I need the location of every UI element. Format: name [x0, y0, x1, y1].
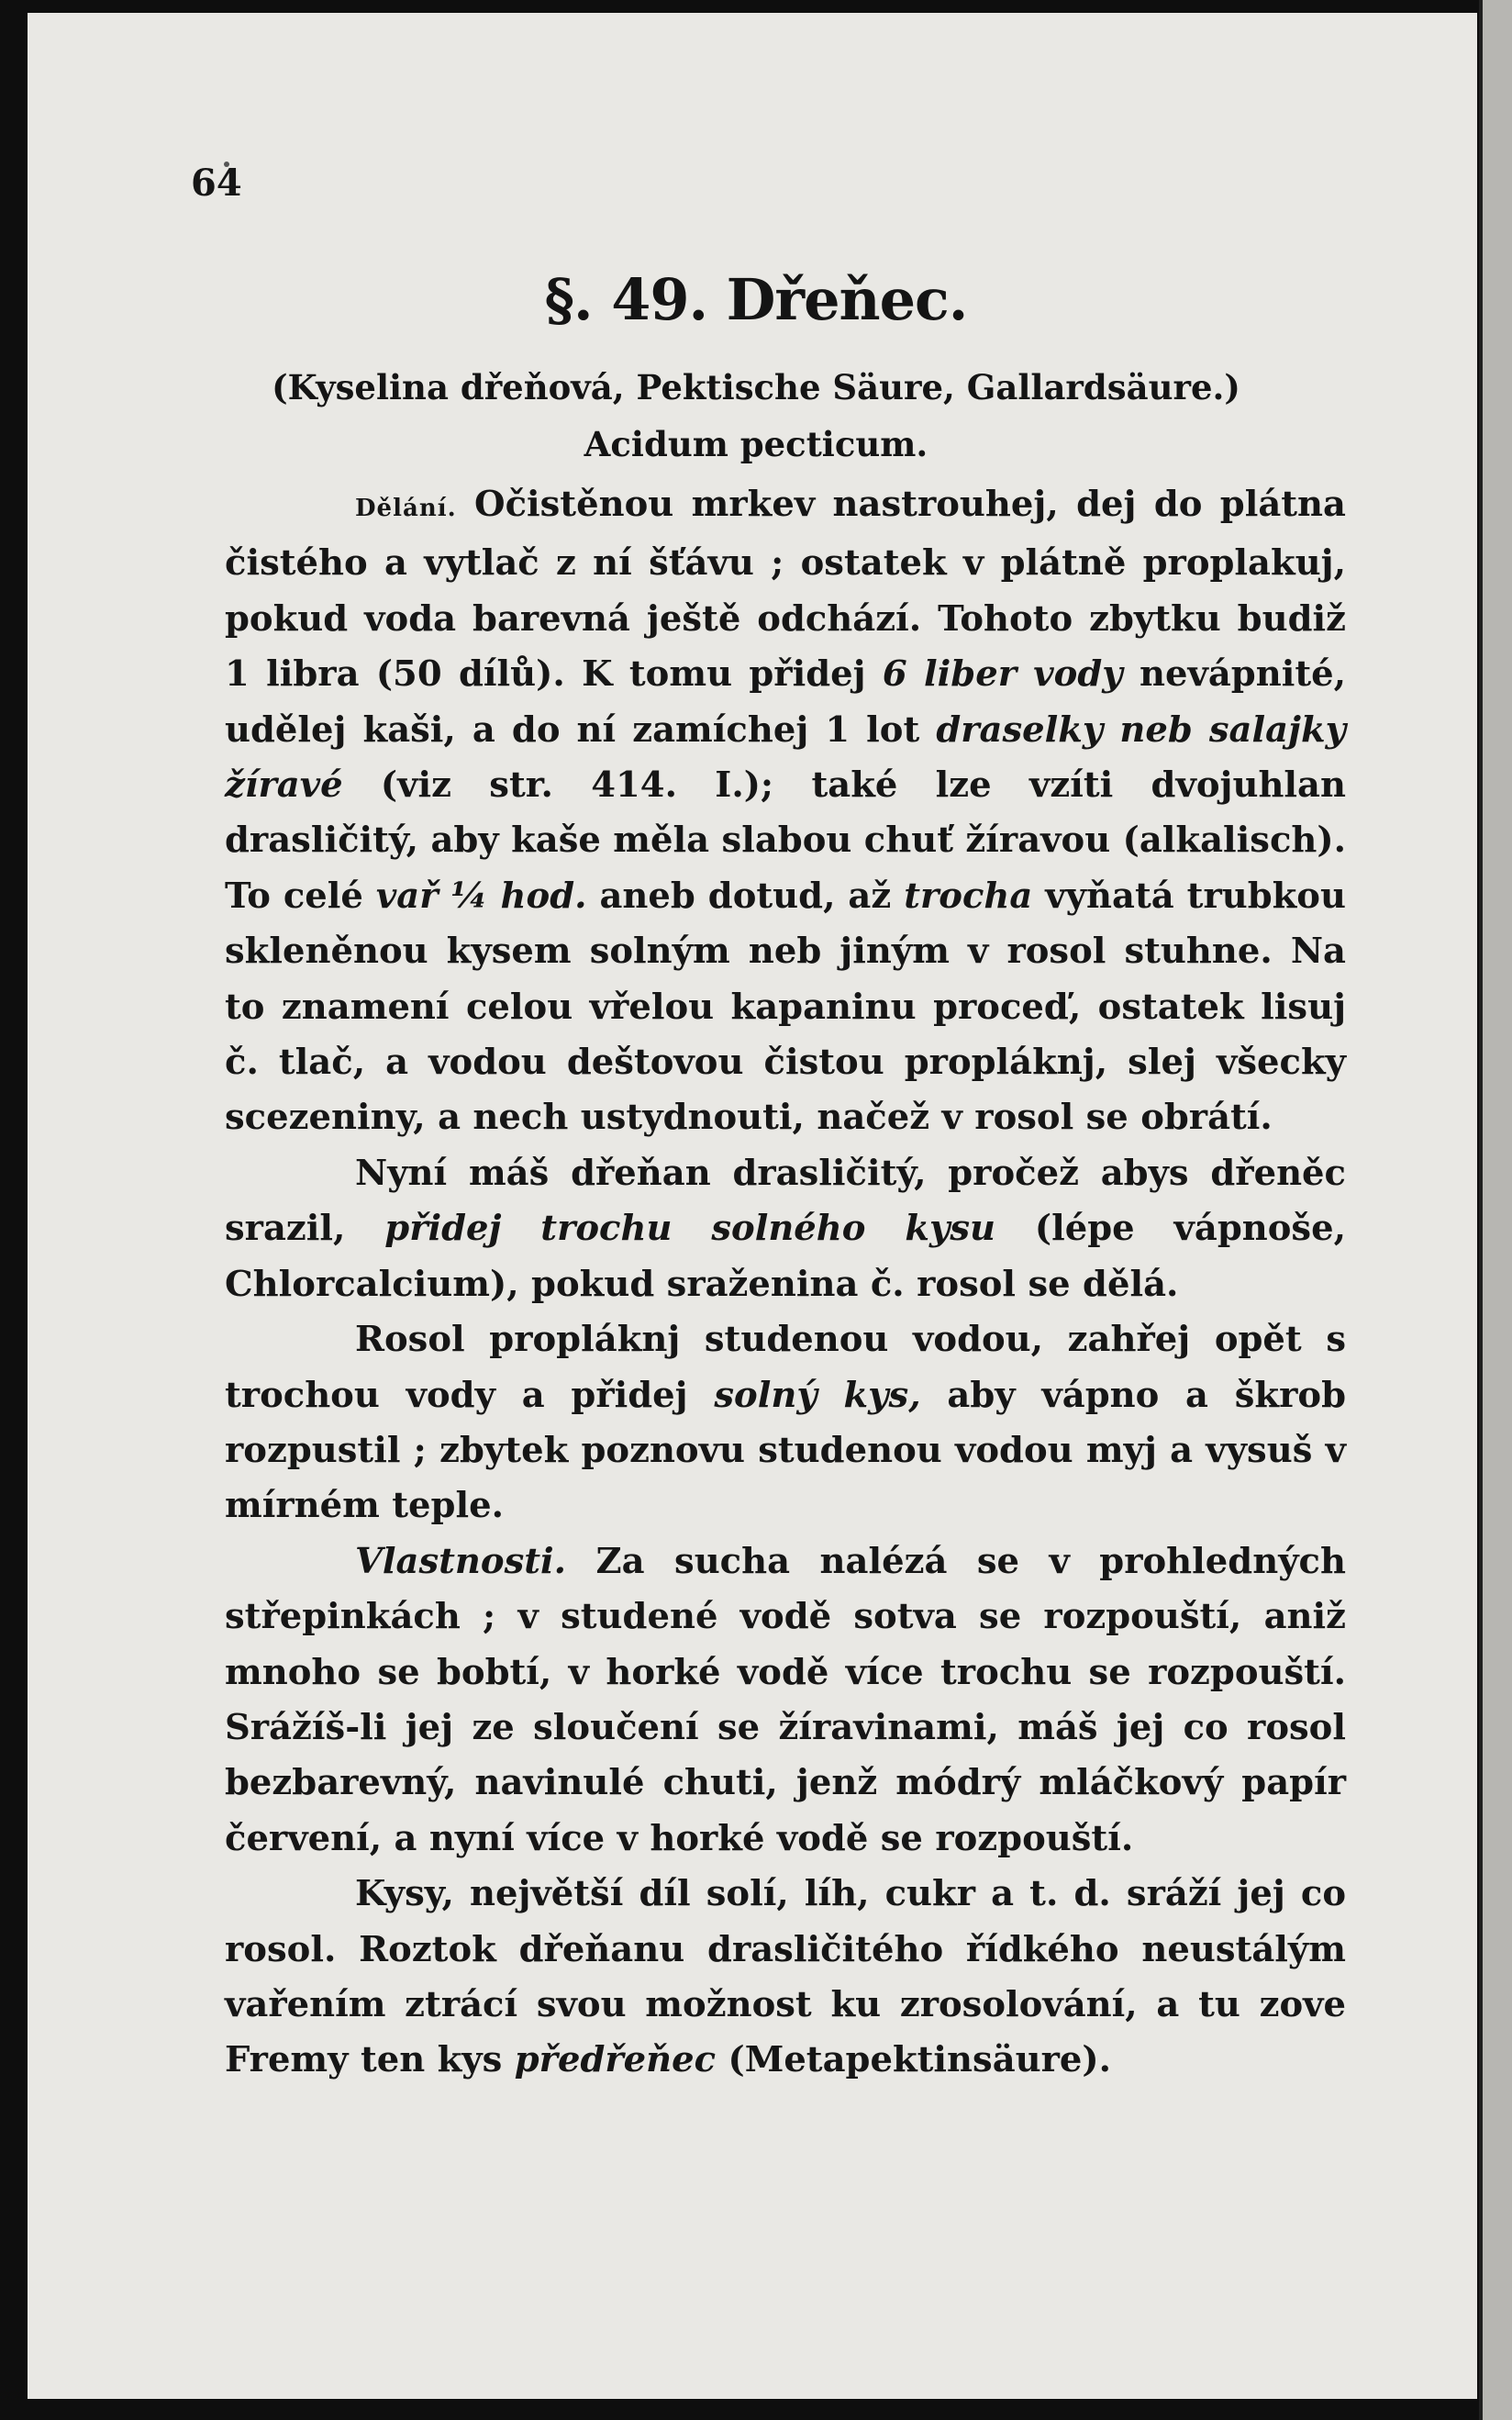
emphasis: vař ¼ hod.: [375, 875, 587, 917]
text-run: Nyní máš dřeňan drasličitý, pročež abys dřeněc srazil,: [225, 1152, 1346, 1250]
emphasis: přidej trochu solného kysu: [384, 1208, 996, 1250]
text-run: nevápnité, udělej kaši, a do ní zamíchej 1 lot: [225, 653, 1347, 751]
text-run: aby vápno a škrob rozpustil ; zbytek poznovu studenou vodou myj a vysuš v mírném teple.: [225, 1374, 1346, 1527]
emphasis: 6 liber vody: [882, 653, 1123, 696]
emphasis: trocha: [904, 875, 1033, 917]
section-synonyms: (Kyselina dřeňová, Pektische Säure, Gallardsäure.): [272, 367, 1240, 407]
emphasis: předřeňec: [514, 2039, 717, 2081]
text-run: Kysy, největší díl solí, líh, cukr a t. d. sráží jej co rosol. Roztok dřeňanu drasličitého řídkého neustálým vařením ztrácí svou možnost ku zrosolování, a tu zove Fremy ten kys: [225, 1873, 1346, 2081]
text-run: (lépe vápnoše, Chlorcalcium), pokud sraženina č. rosol se dělá.: [225, 1208, 1346, 1305]
emphasis: solný kys,: [714, 1374, 921, 1416]
run-in-heading: Vlastnosti.: [355, 1540, 567, 1582]
body-text: [225, 477, 1346, 2089]
text-run: (Metapektinsäure).: [716, 2039, 1112, 2081]
text-run: (viz str. 414. I.); také lze vzíti dvojuhlan drasličitý, aby kaše měla slabou chuť žíravou (alkalisch). To celé: [225, 764, 1346, 917]
text-run: aneb dotud, až: [586, 875, 905, 917]
text-run: Za sucha nalézá se v prohledných střepinkách ; v studené vodě sotva se rozpouští, aniž mnoho se bobtí, v horké vodě více trochu se rozpouští. Srážíš-li jej ze sloučení se žíravinami, máš jej co rosol bezbarevný, navinulé chuti, jenž módrý mláčkový papír červení, a nyní více v horké vodě se rozpouští.: [225, 1540, 1346, 1859]
section-title: §. 49. Dřeňec.: [544, 266, 968, 333]
page-number: 64: [191, 162, 242, 205]
paragraph-reactions: [225, 1867, 1346, 2089]
section-latin-name: Acidum pecticum.: [584, 424, 928, 464]
emphasis: draselky neb salajky žíravé: [225, 708, 1346, 807]
paragraph-preparation: [225, 477, 1346, 1146]
text-run: Rosol propláknj studenou vodou, zahřej opět s trochou vody a přidej: [225, 1319, 1346, 1416]
run-in-heading: Dělání.: [355, 495, 457, 522]
adjacent-page-edge: [1479, 0, 1512, 2420]
paragraph-properties: [225, 1534, 1346, 1867]
text-run: Očistěnou mrkev nastrouhej, dej do plátna čistého a vytlač z ní šťávu ; ostatek v plátně proplakuj, pokud voda barevná ještě odchází. Tohoto zbytku budiž 1 libra (50 dílů). K tomu přidej: [225, 484, 1346, 696]
text-run: vyňatá trubkou skleněnou kysem solným neb jiným v rosol stuhne. Na to znamení celou vřelou kapaninu proceď, ostatek lisuj č. tlač, a vodou deštovou čistou propláknj, slej všecky scezeniny, a nech ustydnouti, načež v rosol se obrátí.: [225, 875, 1346, 1139]
paragraph-washing: [225, 1312, 1346, 1534]
paragraph-precipitation: [225, 1146, 1346, 1312]
